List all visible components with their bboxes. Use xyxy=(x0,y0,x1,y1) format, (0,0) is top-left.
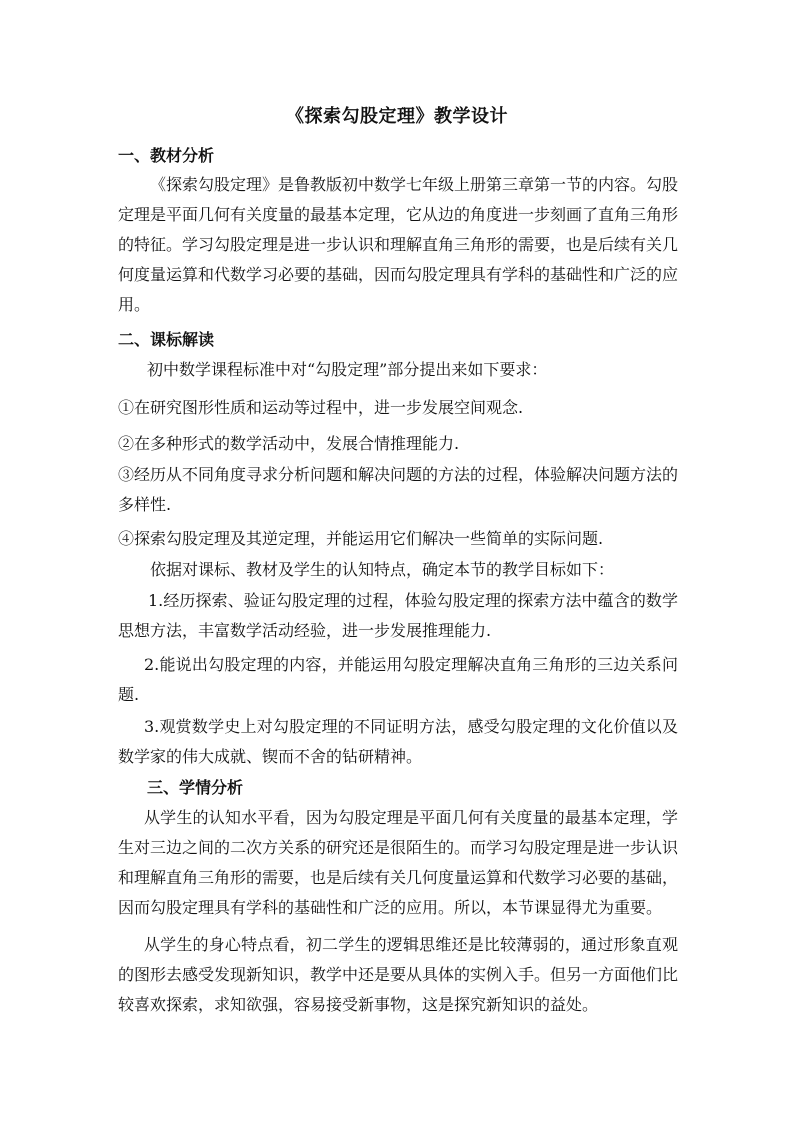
requirement-item-3: ③经历从不同角度寻求分析问题和解决问题的方法的过程，体验解决问题方法的多样性. xyxy=(118,465,679,514)
teaching-goal-3: 3.观赏数学史上对勾股定理的不同证明方法，感受勾股定理的文化价值以及数学家的伟大成就、锲而不舍的钻研精神。 xyxy=(118,717,678,766)
requirement-item-2: ②在多种形式的数学活动中，发展合情推理能力. xyxy=(118,434,460,453)
curriculum-intro-text: 初中数学课程标准中对“勾股定理”部分提出来如下要求： xyxy=(147,360,548,379)
section-heading-textbook-analysis: 一、教材分析 xyxy=(118,146,215,165)
requirement-item-1: ①在研究图形性质和运动等过程中，进一步发展空间观念. xyxy=(118,398,524,417)
textbook-analysis-paragraph: 《探索勾股定理》是鲁教版初中数学七年级上册第三章第一节的内容。勾股定理是平面几何有关度量的最基本定理，它从边的角度进一步刻画了直角三角形的特征。学习勾股定理是进一步认识和理解直角三角形的需要，也是后续有关几何度量运算和代数学习必要的基础，因而勾股定理具有学科的基础性和广泛的应用。 xyxy=(118,175,679,314)
section-heading-curriculum-standard: 二、课标解读 xyxy=(118,330,215,349)
requirement-item-4: ④探索勾股定理及其逆定理，并能运用它们解决一些简单的实际问题. xyxy=(118,529,604,548)
teaching-goals-intro: 依据对课标、教材及学生的认知特点，确定本节的教学目标如下： xyxy=(150,560,615,579)
section-heading-student-analysis: 三、学情分析 xyxy=(147,778,244,797)
teaching-goal-2: 2.能说出勾股定理的内容，并能运用勾股定理解决直角三角形的三边关系问题. xyxy=(118,655,678,704)
student-analysis-paragraph-1: 从学生的认知水平看，因为勾股定理是平面几何有关度量的最基本定理，学生对三边之间的二次方关系的研究还是很陌生的。而学习勾股定理是进一步认识和理解直角三角形的需要，也是后续有关几何度量运算和代数学习必要的基础，因而勾股定理具有学科的基础性和广泛的应用。所以，本节课显得尤为重要。 xyxy=(118,808,679,917)
document-title: 《探索勾股定理》教学设计 xyxy=(286,106,508,127)
student-analysis-paragraph-2: 从学生的身心特点看，初二学生的逻辑思维还是比较薄弱的，通过形象直观的图形去感受发现新知识，教学中还是要从具体的实例入手。但另一方面他们比较喜欢探索，求知欲强，容易接受新事物，这是探究新知识的益处。 xyxy=(118,935,679,1014)
teaching-goal-1: 1.经历探索、验证勾股定理的过程，体验勾股定理的探索方法中蕴含的数学思想方法，丰富数学活动经验，进一步发展推理能力. xyxy=(118,591,678,640)
